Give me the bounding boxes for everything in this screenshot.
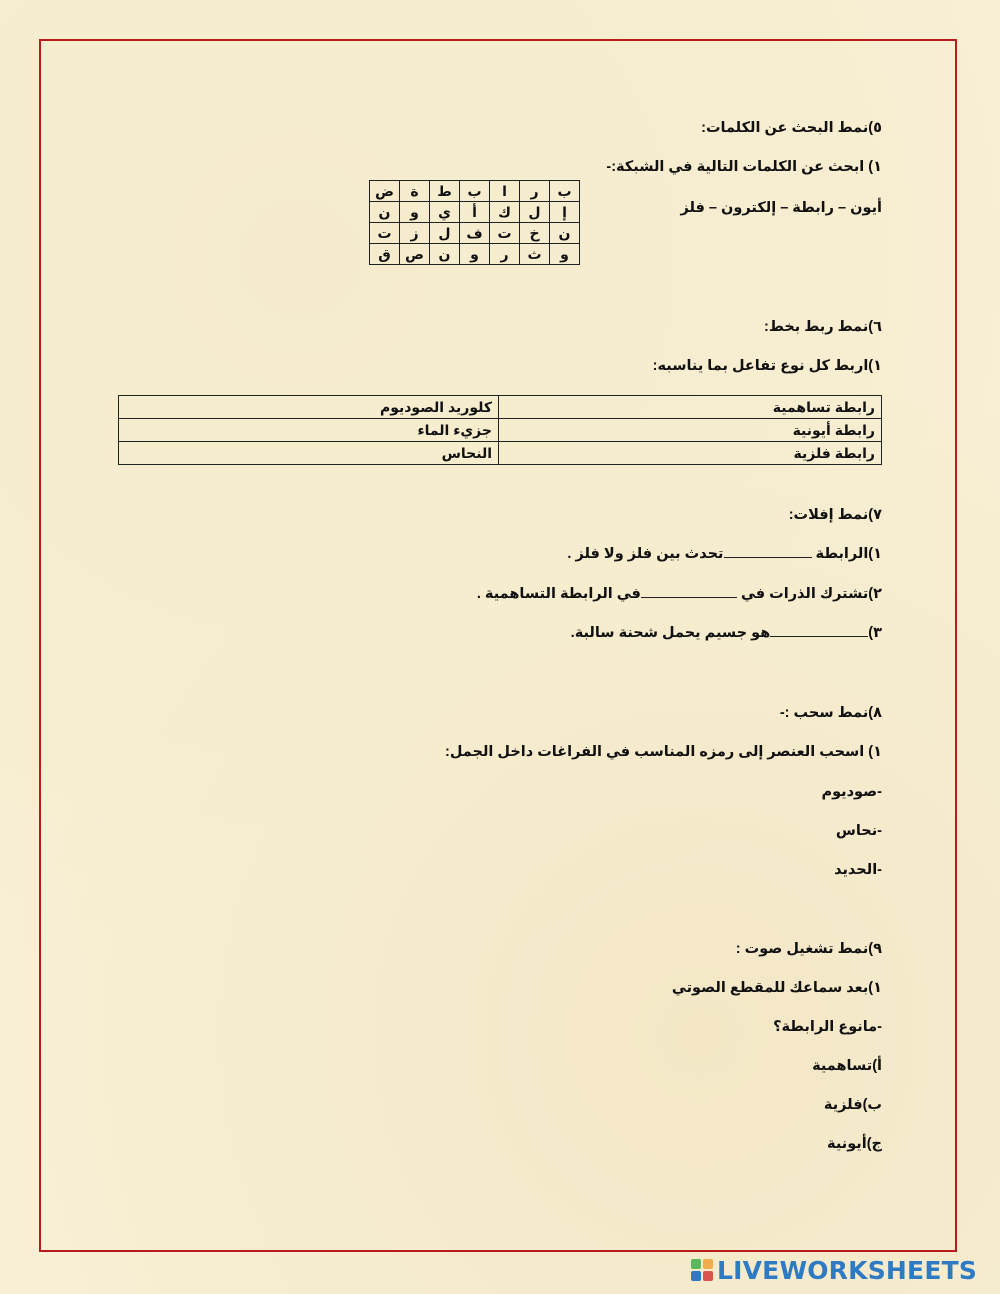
grid-cell[interactable]: ض	[370, 181, 400, 202]
grid-cell[interactable]: ن	[430, 244, 460, 265]
option-c[interactable]: ج)أيونية	[827, 1136, 882, 1152]
word-search-grid[interactable]	[369, 180, 580, 265]
section6-title: ٦)نمط ربط بخط:	[763, 319, 882, 335]
grid-cell[interactable]: و	[400, 202, 430, 223]
logo-mark-icon	[691, 1259, 713, 1281]
word-list: أيون – رابطة – إلكترون – فلز	[680, 200, 882, 216]
grid-cell[interactable]: ا	[490, 181, 520, 202]
match-right[interactable]: جزيء الماء	[119, 419, 499, 442]
match-right[interactable]: النحاس	[119, 442, 499, 465]
option-b[interactable]: ب)فلزية	[823, 1097, 882, 1113]
grid-cell[interactable]: ر	[520, 181, 550, 202]
q3-before: ٣)	[868, 625, 882, 641]
grid-cell[interactable]: ن	[550, 223, 580, 244]
match-left[interactable]: رابطة أيونية	[499, 419, 882, 442]
drop-blank-2[interactable]	[641, 585, 737, 598]
grid-row	[370, 181, 580, 202]
grid-cell[interactable]: ك	[490, 202, 520, 223]
grid-cell[interactable]: ت	[370, 223, 400, 244]
q1-before: ١)الرابطة	[815, 546, 882, 562]
section9-question: -مانوع الرابطة؟	[773, 1019, 882, 1035]
grid-cell[interactable]: ص	[400, 244, 430, 265]
grid-cell[interactable]: ن	[370, 202, 400, 223]
matching-table	[118, 395, 882, 465]
section9-title: ٩)نمط تشغيل صوت :	[735, 941, 882, 957]
match-row	[119, 419, 882, 442]
drop-blank-3[interactable]	[770, 624, 868, 637]
section5-instruction: ١) ابحث عن الكلمات التالية في الشبكة:-	[606, 159, 882, 175]
q3-after: هو جسيم يحمل شحنة سالبة.	[570, 625, 771, 641]
grid-cell[interactable]: ط	[430, 181, 460, 202]
grid-cell[interactable]: إ	[550, 202, 580, 223]
match-right[interactable]: كلوريد الصوديوم	[119, 396, 499, 419]
match-left[interactable]: رابطة تساهمية	[499, 396, 882, 419]
liveworksheets-logo	[691, 1254, 977, 1286]
grid-cell[interactable]: ف	[460, 223, 490, 244]
grid-cell[interactable]: ث	[520, 244, 550, 265]
q2-before: ٢)تشترك الذرات في	[740, 586, 882, 602]
grid-cell[interactable]: خ	[520, 223, 550, 244]
fill-question-2	[477, 585, 882, 603]
grid-cell[interactable]: ل	[430, 223, 460, 244]
grid-row	[370, 244, 580, 265]
section8-instruction: ١) اسحب العنصر إلى رمزه المناسب في الفراغات داخل الجمل:	[445, 744, 882, 760]
grid-row	[370, 202, 580, 223]
section8-title: ٨)نمط سحب :-	[779, 705, 882, 721]
section7-title: ٧)نمط إفلات:	[788, 507, 882, 523]
grid-cell[interactable]: ت	[490, 223, 520, 244]
q2-after: في الرابطة التساهمية .	[476, 586, 641, 602]
grid-cell[interactable]: ي	[430, 202, 460, 223]
grid-cell[interactable]: ق	[370, 244, 400, 265]
grid-cell[interactable]: ب	[550, 181, 580, 202]
grid-cell[interactable]: و	[550, 244, 580, 265]
match-left[interactable]: رابطة فلزية	[499, 442, 882, 465]
brand-name: LIVEWORKSHEETS	[717, 1255, 978, 1285]
drag-item-iron[interactable]: -الحديد	[834, 862, 882, 878]
section5-title: ٥)نمط البحث عن الكلمات:	[701, 120, 882, 136]
fill-question-1	[567, 545, 882, 563]
drag-item-copper[interactable]: -نحاس	[835, 823, 882, 839]
fill-question-3	[571, 624, 882, 642]
drag-item-sodium[interactable]: -صوديوم	[821, 784, 882, 800]
grid-cell[interactable]: أ	[460, 202, 490, 223]
grid-cell[interactable]: ر	[490, 244, 520, 265]
grid-cell[interactable]: و	[460, 244, 490, 265]
drop-blank-1[interactable]	[724, 545, 812, 558]
match-row	[119, 442, 882, 465]
option-a[interactable]: أ)تساهمية	[812, 1058, 882, 1074]
grid-cell[interactable]: ل	[520, 202, 550, 223]
section6-instruction: ١)اربط كل نوع تفاعل بما يناسبه:	[652, 358, 882, 374]
q1-after: تحدث بين فلز ولا فلز .	[567, 546, 724, 562]
grid-cell[interactable]: ب	[460, 181, 490, 202]
grid-cell[interactable]: ز	[400, 223, 430, 244]
grid-row	[370, 223, 580, 244]
grid-cell[interactable]: ة	[400, 181, 430, 202]
match-row	[119, 396, 882, 419]
section9-instruction: ١)بعد سماعك للمقطع الصوتي	[671, 980, 882, 996]
